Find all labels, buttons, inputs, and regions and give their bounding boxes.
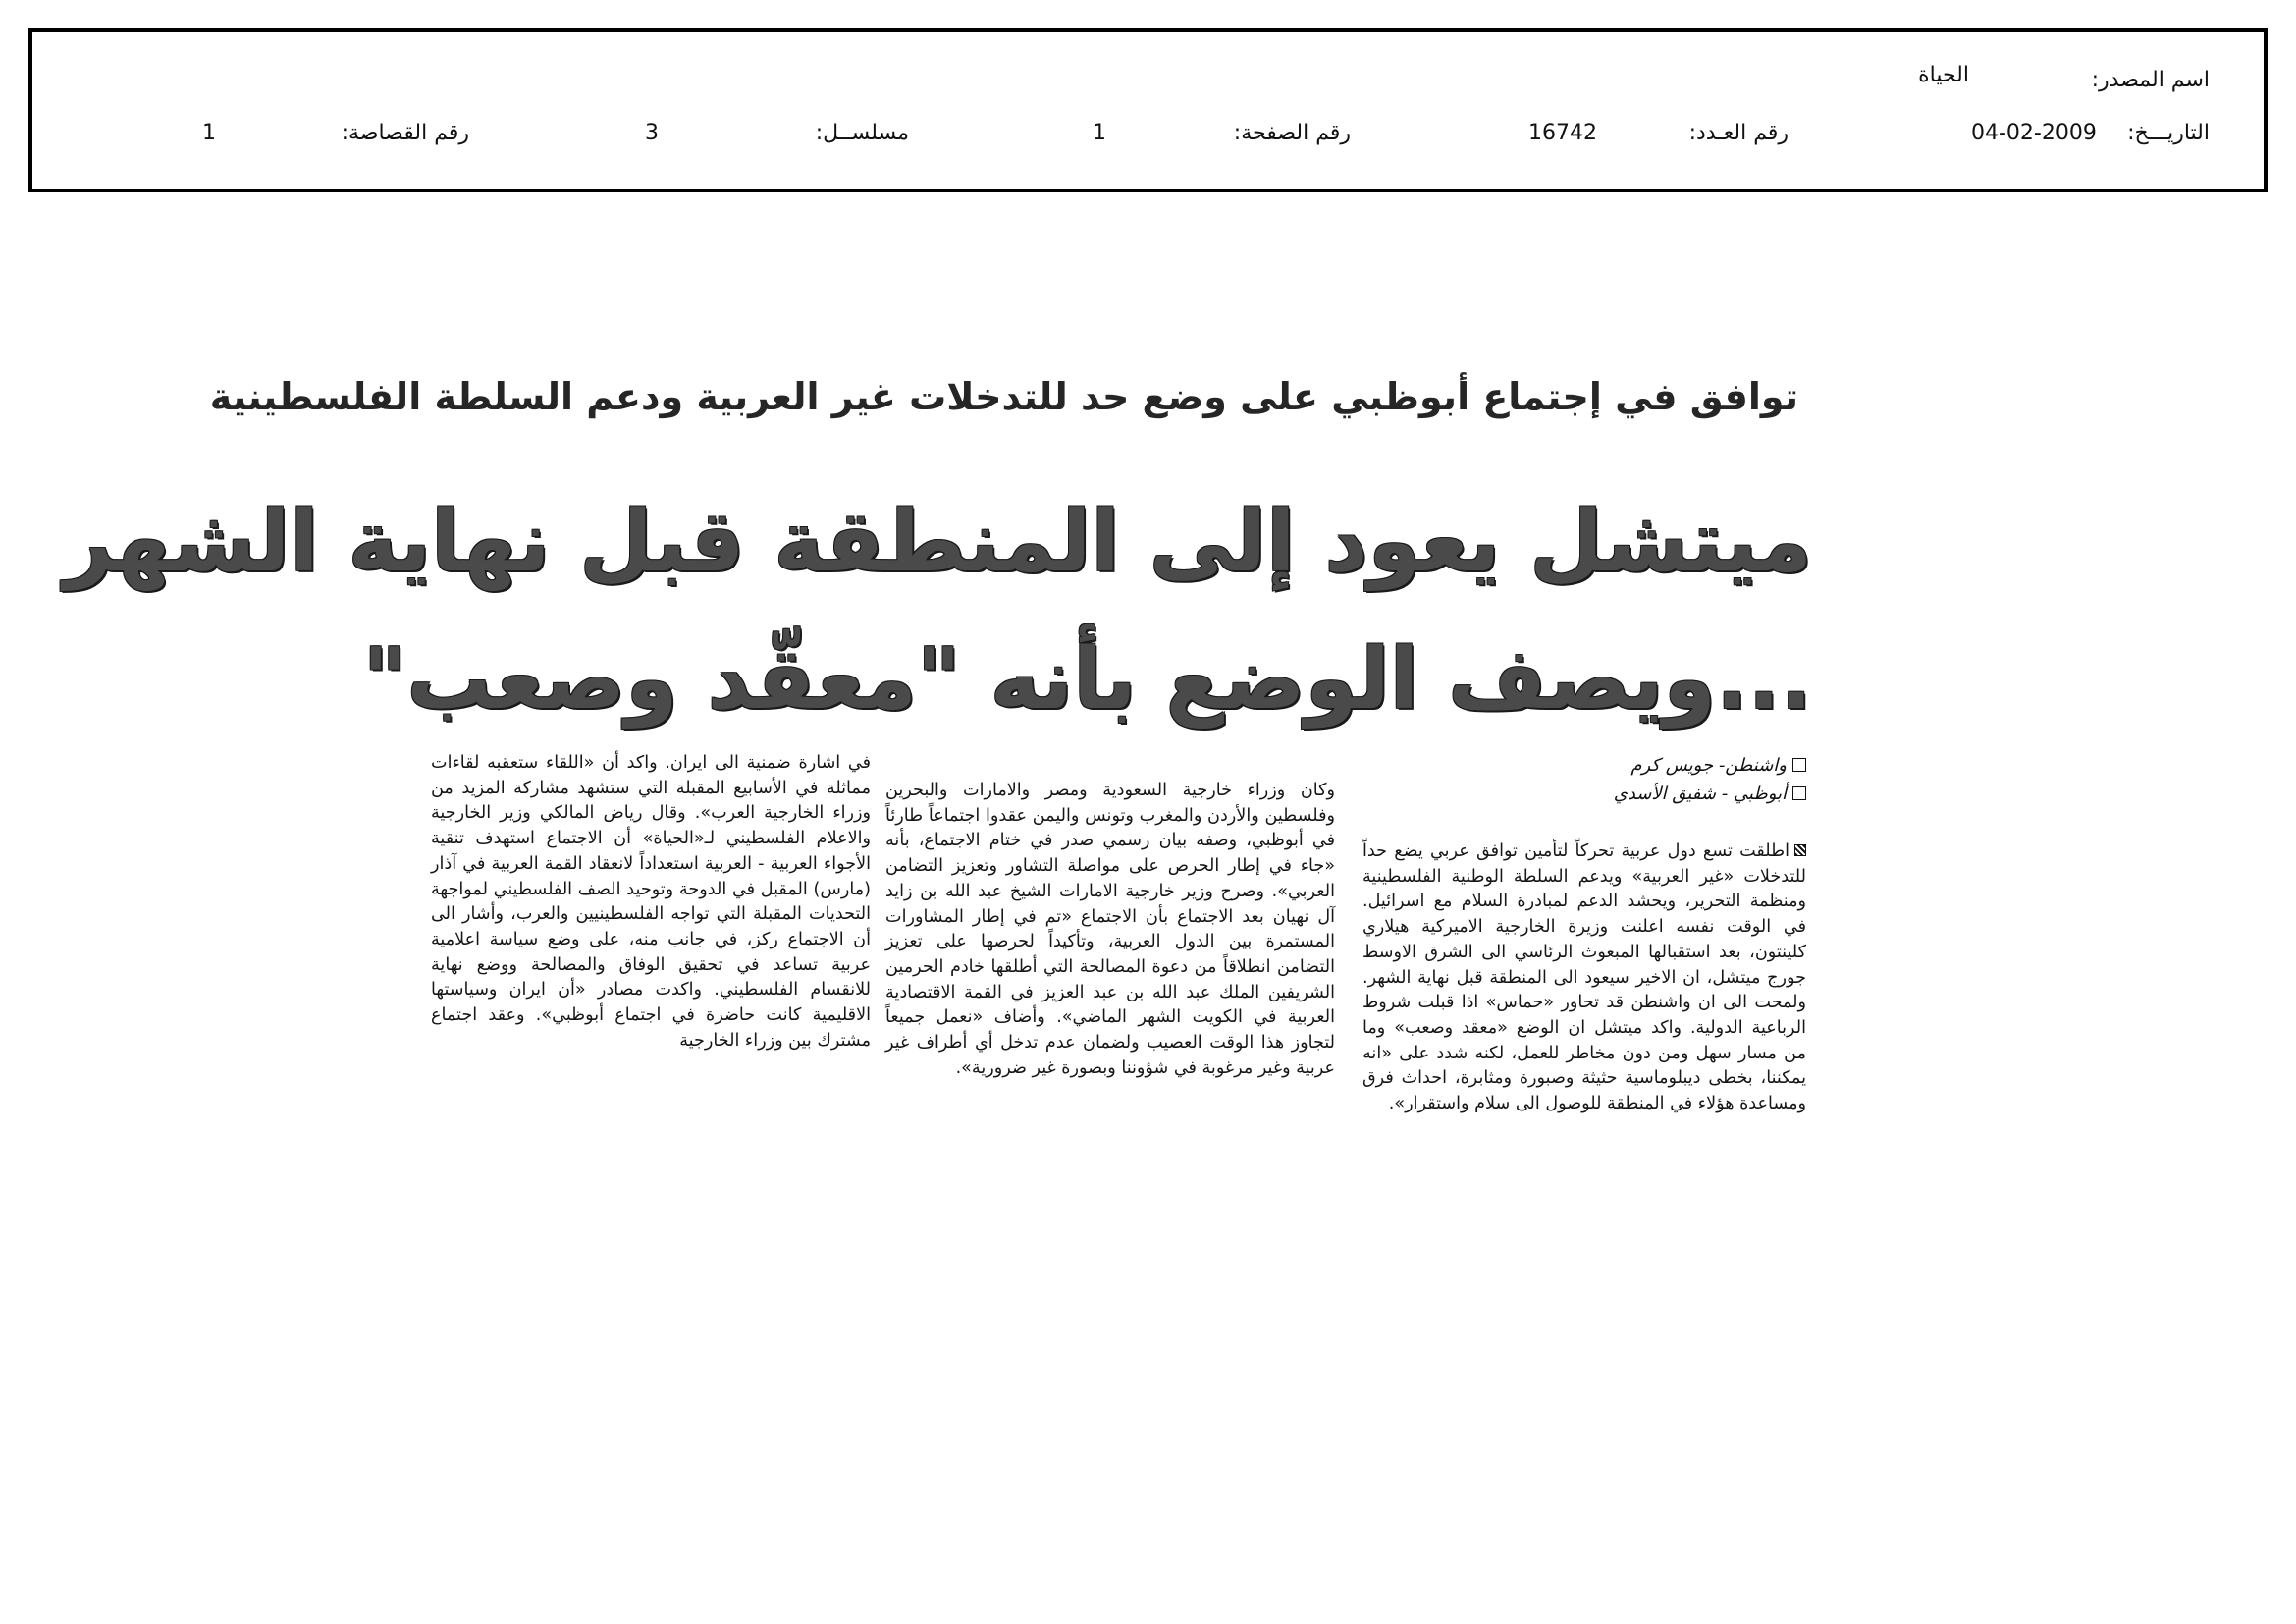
source-value: الحياة [1918,63,1969,87]
page-number-value: 1 [1093,121,1106,145]
article-headline-line-2: ...ويصف الوضع بأنه "معقّد وصعب" [362,630,1812,729]
issue-number-value: 16742 [1528,121,1597,145]
page-number-label: رقم الصفحة: [1233,121,1351,145]
article-column-1 [1362,839,1806,1117]
byline-box-icon [1792,786,1806,800]
article-column-3 [431,751,871,1054]
byline-text: واشنطن- جويس كرم [1630,755,1787,776]
issue-number-label: رقم العـدد: [1688,121,1789,145]
paragraph-bullet-icon [1794,844,1806,856]
column-3-text: في اشارة ضمنية الى ايران. واكد أن «اللقاء ستعقبه لقاءات مماثلة في الأسابيع المقبلة التي ستشهد مشاركة المزيد من وزراء الخارجية العرب». وقال رياض المالكي وزير الخارجية والاعلام الفلسطيني لـ«الحياة» أن الاجتماع استهدف تنقية الأجواء العربية - العربية استعداداً لانعقاد القمة العربية في آذار (مارس) المقبل في الدوحة وتوحيد الصف الفلسطيني لمواجهة التحديات المقبلة التي تواجه الفلسطينيين والعرب، وأشار الى أن الاجتماع ركز، في جانب منه، على وضع سياسة اعلامية عربية تساعد في تحقيق الوفاق والمصالحة ووضع نهاية للانقسام الفلسطيني. واكدت مصادر «أن ايران وسياستها الاقليمية كانت حاضرة في اجتماع أبوظبي». وعقد اجتماع مشترك بين وزراء الخارجية [431,753,871,1051]
clip-number-label: رقم القصاصة: [341,121,469,145]
column-2-text: وكان وزراء خارجية السعودية ومصر والامارات والبحرين وفلسطين والأردن والمغرب وتونس واليمن عقدوا اجتماعاً طارئاً في أبوظبي، وصفه بيان رسمي صدر في ختام الاجتماع، بأنه «جاء في إطار الحرص على مواصلة التشاور وتعزيز التضامن العربي». وصرح وزير خارجية الامارات الشيخ عبد الله بن زايد آل نهيان بعد الاجتماع بأن الاجتماع «تم في إطار المشاورات المستمرة بين الدول العربية، وتأكيداً لحرصها على تعزيز التضامن انطلاقاً من دعوة المصالحة التي أطلقها خادم الحرمين الشريفين الملك عبد الله بن عبد العزيز في القمة الاقتصادية العربية في الكويت الشهر الماضي». وأضاف «نعمل جميعاً لتجاوز هذا الوقت العصيب ولضمان عدم تدخل أي أطراف غير عربية وغير مرغوبة في شؤوننا وبصورة غير ضرورية». [885,781,1335,1078]
source-label: اسم المصدر: [2091,68,2210,92]
column-1-text: اطلقت تسع دول عربية تحركاً لتأمين توافق عربي يضع حداً للتدخلات «غير العربية» ويدعم السلطة الوطنية الفلسطينية ومنظمة التحرير، ويحشد الدعم لمبادرة السلام مع اسرائيل. في الوقت نفسه اعلنت وزيرة الخارجية الاميركية هيلاري كلينتون، بعد استقبالها المبعوث الرئاسي الى الشرق الاوسط جورج ميتشل، ان الاخير سيعود الى المنطقة قبل نهاية الشهر. ولمحت الى ان واشنطن قد تحاور «حماس» اذا قبلت شروط الرباعية الدولية. واكد ميتشل ان الوضع «معقد وصعب» وما من مسار سهل ومن دون مخاطر للعمل، لكنه شدد على «انه يمكننا، بخطى ديبلوماسية حثيثة وصبورة ومثابرة، احداث فرق ومساعدة هؤلاء في المنطقة للوصول الى سلام واستقرار». [1362,841,1806,1114]
byline-box-icon [1792,758,1806,772]
byline-abu-dhabi [1394,783,1806,805]
article-kicker: توافق في إجتماع أبوظبي على وضع حد للتدخلات غير العربية ودعم السلطة الفلسطينية [209,375,1798,418]
article-headline-line-1: ميتشل يعود إلى المنطقة قبل نهاية الشهر [64,493,1812,591]
clip-number-value: 1 [202,121,216,145]
byline-text: أبوظبي - شفيق الأسدي [1613,784,1787,804]
byline-washington [1394,754,1806,777]
date-label: التاريـــخ: [2127,121,2210,145]
serial-value: 3 [645,121,659,145]
clipping-metadata-box [28,28,2268,192]
serial-label: مسلســل: [815,121,909,145]
newspaper-article [64,353,1826,1257]
date-value: 04-02-2009 [1971,121,2097,145]
article-column-2 [885,779,1335,1081]
